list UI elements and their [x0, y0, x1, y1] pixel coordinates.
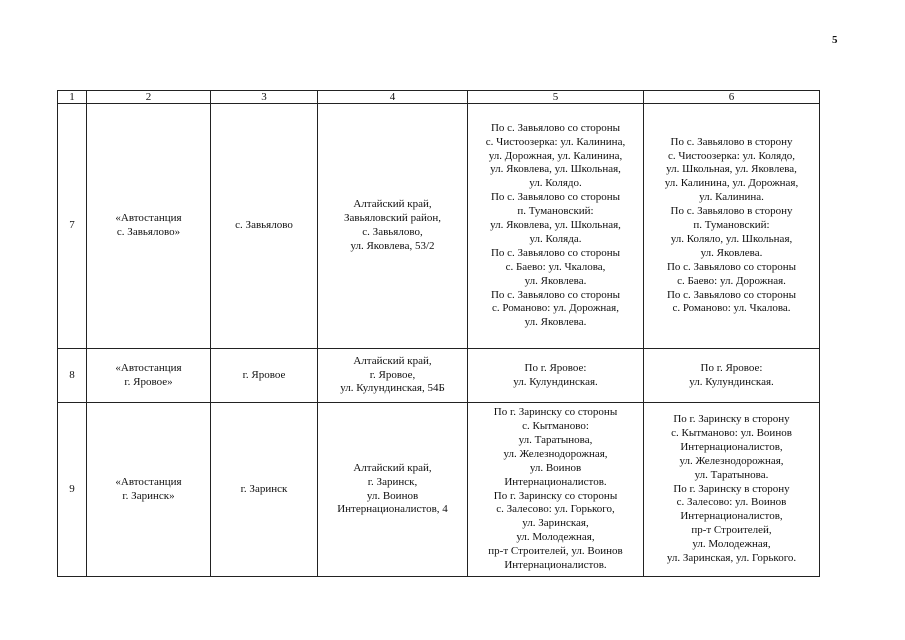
column-header: 1 [58, 91, 87, 104]
route-outbound: По с. Завьялово в сторону с. Чистоозерка: ул. Колядо, ул. Школьная, ул. Яковлева, ул. Калинина, ул. Дорожная, ул. Калинина. По с. Завьялово в сторону п. Тумановский: ул. Коляло, ул. Школьная, ул. Яковлева. По с. Завьялово со стороны с. Баево: ул. Дорожная. По с. Завьялово со стороны с. Романово: ул. Чкалова. [644, 104, 820, 349]
table-row [58, 403, 820, 577]
route-inbound: По г. Заринску со стороны с. Кытманово: ул. Таратынова, ул. Железнодорожная, ул. Воинов Интернационалистов. По г. Заринску со стороны с. Залесово: ул. Горького, ул. Заринская, ул. Молодежная, пр-т Строителей, ул. Воинов Интернационалистов. [468, 403, 644, 577]
column-header: 5 [468, 91, 644, 104]
row-number: 8 [58, 349, 87, 403]
station-name: «Автостанция с. Завьялово» [87, 104, 211, 349]
station-address: Алтайский край, г. Заринск, ул. Воинов Интернационалистов, 4 [318, 403, 468, 577]
route-outbound: По г. Заринску в сторону с. Кытманово: ул. Воинов Интернационалистов, ул. Железнодорожная, ул. Таратынова. По г. Заринску в сторону с. Залесово: ул. Воинов Интернационалистов, пр-т Строителей, ул. Молодежная, ул. Заринская, ул. Горького. [644, 403, 820, 577]
route-inbound: По г. Яровое: ул. Кулундинская. [468, 349, 644, 403]
table-header-row [58, 91, 820, 104]
row-number: 9 [58, 403, 87, 577]
station-name: «Автостанция г. Заринск» [87, 403, 211, 577]
locality: г. Яровое [211, 349, 318, 403]
routes-table [57, 90, 820, 577]
table-row [58, 349, 820, 403]
route-inbound: По с. Завьялово со стороны с. Чистоозерка: ул. Калинина, ул. Дорожная, ул. Калинина, ул. Яковлева, ул. Школьная, ул. Колядо. По с. Завьялово со стороны п. Тумановский: ул. Яковлева, ул. Школьная, ул. Коляда. По с. Завьялово со стороны с. Баево: ул. Чкалова, ул. Яковлева. По с. Завьялово со стороны с. Романово: ул. Дорожная, ул. Яковлева. [468, 104, 644, 349]
station-address: Алтайский край, г. Яровое, ул. Кулундинская, 54Б [318, 349, 468, 403]
page-number: 5 [832, 34, 838, 46]
table-row [58, 104, 820, 349]
column-header: 2 [87, 91, 211, 104]
station-address: Алтайский край, Завьяловский район, с. Завьялово, ул. Яковлева, 53/2 [318, 104, 468, 349]
column-header: 3 [211, 91, 318, 104]
locality: г. Заринск [211, 403, 318, 577]
column-header: 4 [318, 91, 468, 104]
station-name: «Автостанция г. Яровое» [87, 349, 211, 403]
row-number: 7 [58, 104, 87, 349]
locality: с. Завьялово [211, 104, 318, 349]
column-header: 6 [644, 91, 820, 104]
route-outbound: По г. Яровое: ул. Кулундинская. [644, 349, 820, 403]
